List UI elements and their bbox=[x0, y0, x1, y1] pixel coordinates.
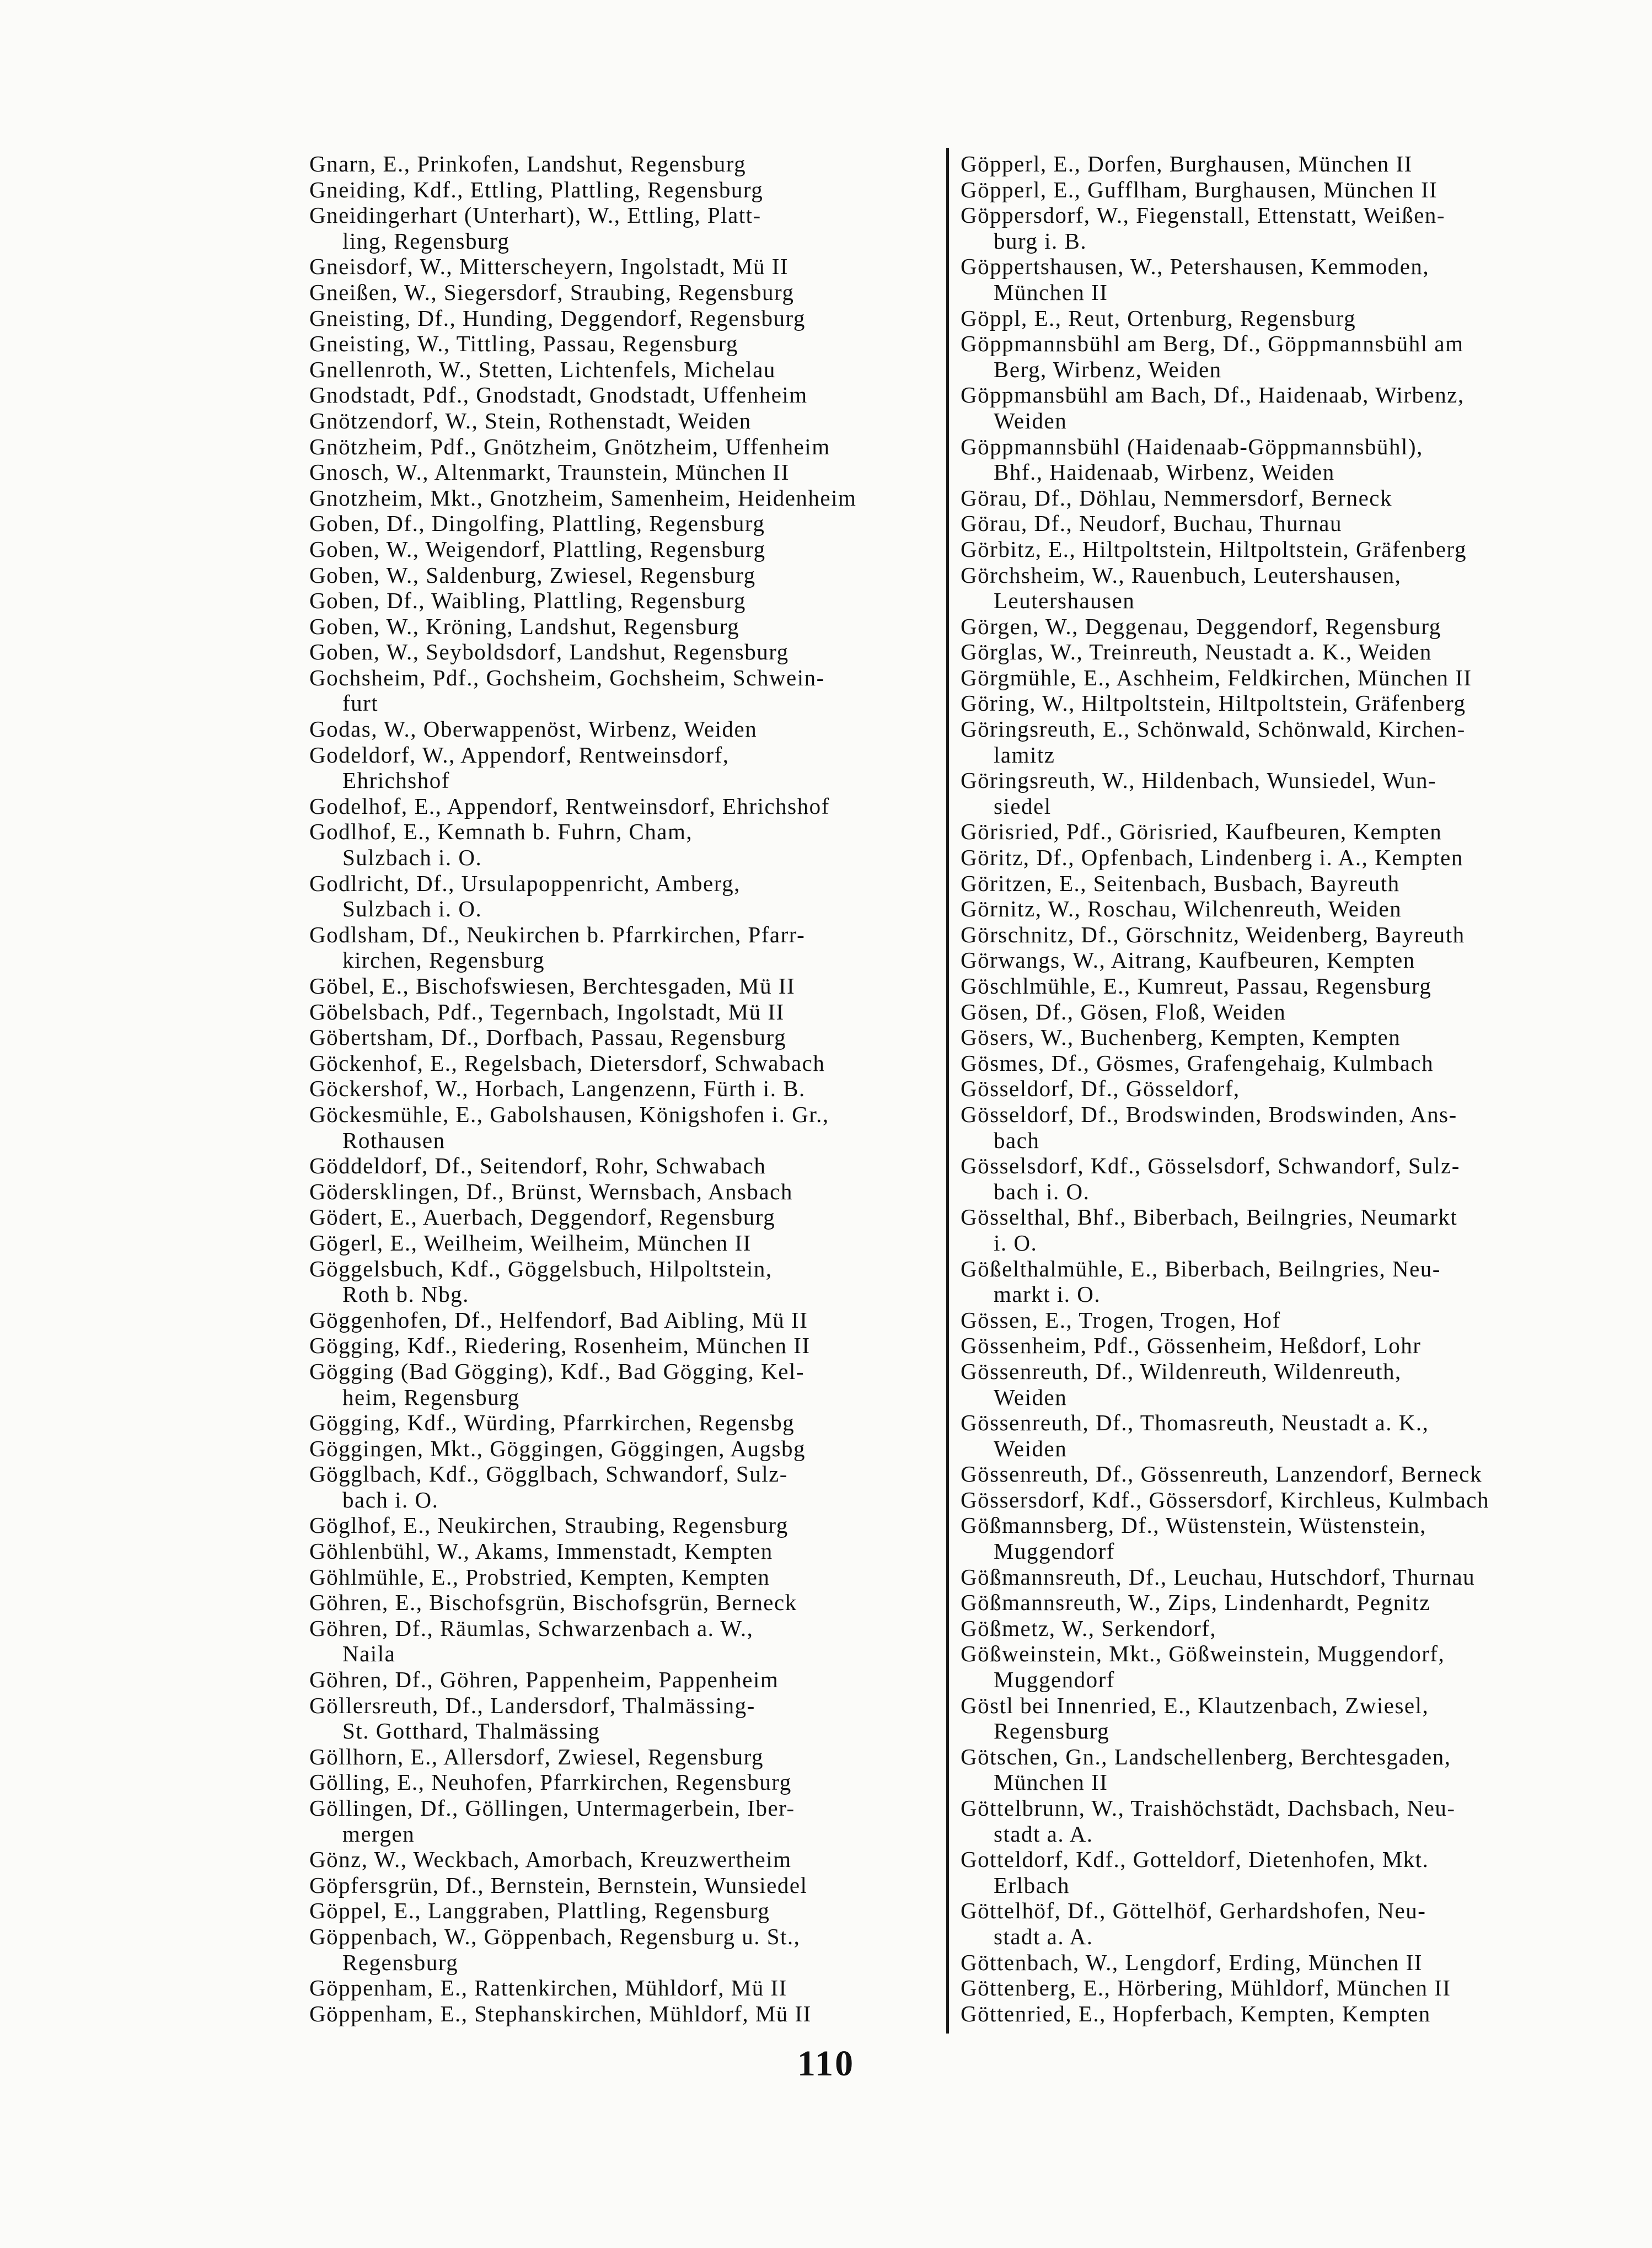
gazetteer-entry-line: Göring, W., Hiltpoltstein, Hiltpoltstein, Gräfenberg bbox=[961, 690, 1466, 716]
gazetteer-entry-line: Gössenreuth, Df., Thomasreuth, Neustadt a. K., bbox=[961, 1410, 1429, 1436]
gazetteer-entry-line: Gösmes, Df., Gösmes, Grafengehaig, Kulmbach bbox=[961, 1050, 1434, 1076]
gazetteer-entry-line: Görschnitz, Df., Görschnitz, Weidenberg, Bayreuth bbox=[961, 921, 1465, 947]
gazetteer-entry-line: Göpperl, E., Gufflham, Burghausen, München II bbox=[961, 176, 1438, 202]
entry-continuation-line: markt i. O. bbox=[994, 1281, 1101, 1307]
gazetteer-entry-line: Godlhof, E., Kemnath b. Fuhrn, Cham, bbox=[309, 819, 693, 845]
gazetteer-entry-line: Gösselthal, Bhf., Biberbach, Beilngries, Neumarkt bbox=[961, 1204, 1458, 1230]
entry-continuation-line: bach i. O. bbox=[342, 1487, 439, 1512]
gazetteer-entry-line: Gössen, E., Trogen, Trogen, Hof bbox=[961, 1307, 1281, 1333]
gazetteer-entry-line: Goben, W., Kröning, Landshut, Regensburg bbox=[309, 613, 740, 639]
gazetteer-entry-line: Görau, Df., Neudorf, Buchau, Thurnau bbox=[961, 511, 1342, 536]
gazetteer-entry-line: Gösselsdorf, Kdf., Gösselsdorf, Schwandorf, Sulz- bbox=[961, 1153, 1460, 1179]
gazetteer-entry-line: Göckesmühle, E., Gabolshausen, Königshofen i. Gr., bbox=[309, 1101, 829, 1127]
gazetteer-entry-line: Gödert, E., Auerbach, Deggendorf, Regensburg bbox=[309, 1204, 776, 1230]
gazetteer-entry-line: Gönz, W., Weckbach, Amorbach, Kreuzwertheim bbox=[309, 1847, 792, 1873]
gazetteer-entry-line: Godas, W., Oberwappenöst, Wirbenz, Weiden bbox=[309, 716, 758, 742]
gazetteer-entry-line: Gösseldorf, Df., Brodswinden, Brodswinden, Ans- bbox=[961, 1101, 1457, 1127]
gazetteer-entry-line: Görgmühle, E., Aschheim, Feldkirchen, München II bbox=[961, 664, 1472, 690]
gazetteer-entry-line: Göggenhofen, Df., Helfendorf, Bad Aibling, Mü II bbox=[309, 1307, 808, 1333]
gazetteer-entry-line: Gössenheim, Pdf., Gössenheim, Heßdorf, Lohr bbox=[961, 1333, 1422, 1359]
entry-continuation-line: Roth b. Nbg. bbox=[342, 1281, 469, 1307]
gazetteer-entry-line: Göpfersgrün, Df., Bernstein, Bernstein, Wunsiedel bbox=[309, 1872, 808, 1898]
entry-continuation-line: Regensburg bbox=[994, 1718, 1110, 1744]
gazetteer-entry-line: Göhren, E., Bischofsgrün, Bischofsgrün, Berneck bbox=[309, 1590, 797, 1616]
right-column bbox=[961, 151, 1589, 2026]
gazetteer-entry-line: Göppersdorf, W., Fiegenstall, Ettenstatt, Weißen- bbox=[961, 202, 1446, 228]
gazetteer-entry-line: Gößmetz, W., Serkendorf, bbox=[961, 1615, 1217, 1641]
gazetteer-entry-line: Göpperl, E., Dorfen, Burghausen, München II bbox=[961, 151, 1413, 176]
gazetteer-entry-line: Göbertsham, Df., Dorfbach, Passau, Regensburg bbox=[309, 1024, 786, 1050]
gazetteer-entry-line: Görgen, W., Deggenau, Deggendorf, Regensburg bbox=[961, 613, 1441, 639]
entry-continuation-line: Weiden bbox=[994, 1384, 1068, 1410]
gazetteer-entry-line: Görwangs, W., Aitrang, Kaufbeuren, Kempten bbox=[961, 947, 1415, 973]
gazetteer-entry-line: Göppenham, E., Rattenkirchen, Mühldorf, Mü II bbox=[309, 1975, 787, 2001]
gazetteer-entry-line: Gössersdorf, Kdf., Gössersdorf, Kirchleus, Kulmbach bbox=[961, 1487, 1489, 1512]
gazetteer-entry-line: Gößmannsreuth, Df., Leuchau, Hutschdorf, Thurnau bbox=[961, 1564, 1476, 1590]
gazetteer-entry-line: Goben, W., Saldenburg, Zwiesel, Regensburg bbox=[309, 562, 756, 588]
gazetteer-entry-line: Gösers, W., Buchenberg, Kempten, Kempten bbox=[961, 1024, 1401, 1050]
gazetteer-entry-line: Göbel, E., Bischofswiesen, Berchtesgaden, Mü II bbox=[309, 973, 796, 999]
gazetteer-entry-line: Gögging, Kdf., Würding, Pfarrkirchen, Regensbg bbox=[309, 1410, 795, 1436]
gazetteer-entry-line: Godlricht, Df., Ursulapoppenricht, Amberg, bbox=[309, 870, 741, 896]
gazetteer-entry-line: Gölling, E., Neuhofen, Pfarrkirchen, Regensburg bbox=[309, 1769, 792, 1795]
gazetteer-entry-line: Göhren, Df., Göhren, Pappenheim, Pappenheim bbox=[309, 1667, 779, 1693]
entry-continuation-line: heim, Regensburg bbox=[342, 1384, 520, 1410]
entry-continuation-line: Muggendorf bbox=[994, 1538, 1115, 1564]
entry-continuation-line: München II bbox=[994, 1769, 1108, 1795]
entry-continuation-line: lamitz bbox=[994, 742, 1055, 768]
gazetteer-entry-line: Gössenreuth, Df., Wildenreuth, Wildenreuth, bbox=[961, 1358, 1402, 1384]
entry-continuation-line: Sulzbach i. O. bbox=[342, 896, 482, 922]
entry-continuation-line: Bhf., Haidenaab, Wirbenz, Weiden bbox=[994, 459, 1335, 485]
gazetteer-entry-line: Goben, W., Seyboldsdorf, Landshut, Regensburg bbox=[309, 639, 789, 665]
gazetteer-entry-line: Göritzen, E., Seitenbach, Busbach, Bayreuth bbox=[961, 870, 1400, 896]
gazetteer-entry-line: Gösseldorf, Df., Gösseldorf, bbox=[961, 1076, 1240, 1102]
gazetteer-entry-line: Gneisdorf, W., Mitterscheyern, Ingolstadt, Mü II bbox=[309, 254, 789, 280]
gazetteer-entry-line: Göllhorn, E., Allersdorf, Zwiesel, Regensburg bbox=[309, 1743, 764, 1769]
gazetteer-entry-line: Göttenbach, W., Lengdorf, Erding, München II bbox=[961, 1949, 1423, 1975]
entry-continuation-line: stadt a. A. bbox=[994, 1923, 1093, 1949]
gazetteer-entry-line: Goben, Df., Dingolfing, Plattling, Regensburg bbox=[309, 511, 765, 536]
gazetteer-entry-line: Gößweinstein, Mkt., Gößweinstein, Muggendorf, bbox=[961, 1641, 1445, 1667]
gazetteer-entry-line: Göritz, Df., Opfenbach, Lindenberg i. A., Kempten bbox=[961, 845, 1463, 871]
gazetteer-entry-line: Göringsreuth, W., Hildenbach, Wunsiedel, Wun- bbox=[961, 768, 1437, 793]
entry-continuation-line: Regensburg bbox=[342, 1949, 459, 1975]
entry-continuation-line: furt bbox=[342, 690, 379, 716]
entry-continuation-line: burg i. B. bbox=[994, 228, 1087, 254]
gazetteer-entry-line: Gössenreuth, Df., Gössenreuth, Lanzendorf, Berneck bbox=[961, 1461, 1482, 1487]
gazetteer-entry-line: Göggingen, Mkt., Göggingen, Göggingen, Augsbg bbox=[309, 1435, 806, 1461]
gazetteer-entry-line: Göppenbach, W., Göppenbach, Regensburg u. St., bbox=[309, 1923, 801, 1949]
gazetteer-entry-line: Görau, Df., Döhlau, Nemmersdorf, Berneck bbox=[961, 485, 1392, 511]
page-number: 110 bbox=[797, 2043, 855, 2084]
gazetteer-entry-line: Gnosch, W., Altenmarkt, Traunstein, München II bbox=[309, 459, 790, 485]
entry-continuation-line: ling, Regensburg bbox=[342, 228, 510, 254]
left-column bbox=[309, 151, 938, 2026]
entry-continuation-line: St. Gotthard, Thalmässing bbox=[342, 1718, 600, 1744]
gazetteer-entry-line: Görbitz, E., Hiltpoltstein, Hiltpoltstein, Gräfenberg bbox=[961, 536, 1467, 562]
gazetteer-entry-line: Görchsheim, W., Rauenbuch, Leutershausen, bbox=[961, 562, 1402, 588]
entry-continuation-line: stadt a. A. bbox=[994, 1821, 1093, 1847]
gazetteer-entry-line: Göringsreuth, E., Schönwald, Schönwald, Kirchen- bbox=[961, 716, 1466, 742]
gazetteer-entry-line: Göckenhof, E., Regelsbach, Dietersdorf, Schwabach bbox=[309, 1050, 825, 1076]
entry-continuation-line: kirchen, Regensburg bbox=[342, 947, 545, 973]
entry-continuation-line: Weiden bbox=[994, 1435, 1068, 1461]
entry-continuation-line: Rothausen bbox=[342, 1127, 446, 1153]
entry-continuation-line: i. O. bbox=[994, 1230, 1038, 1256]
gazetteer-entry-line: Görglas, W., Treinreuth, Neustadt a. K., Weiden bbox=[961, 639, 1432, 665]
entry-continuation-line: Weiden bbox=[994, 407, 1068, 433]
entry-continuation-line: Muggendorf bbox=[994, 1667, 1115, 1693]
gazetteer-entry-line: Gößmannsberg, Df., Wüstenstein, Wüstenstein, bbox=[961, 1512, 1426, 1538]
gazetteer-entry-line: Göglhof, E., Neukirchen, Straubing, Regensburg bbox=[309, 1512, 789, 1538]
gazetteer-entry-line: Göttenberg, E., Hörbering, Mühldorf, München II bbox=[961, 1975, 1451, 2001]
gazetteer-entry-line: Gotteldorf, Kdf., Gotteldorf, Dietenhofen, Mkt. bbox=[961, 1847, 1429, 1873]
gazetteer-entry-line: Gößelthalmühle, E., Biberbach, Beilngries, Neu- bbox=[961, 1256, 1441, 1281]
entry-continuation-line: mergen bbox=[342, 1821, 415, 1847]
entry-continuation-line: Ehrichshof bbox=[342, 768, 450, 793]
column-divider bbox=[946, 148, 949, 2034]
entry-continuation-line: siedel bbox=[994, 793, 1052, 819]
entry-continuation-line: Naila bbox=[342, 1641, 396, 1667]
entry-continuation-line: München II bbox=[994, 279, 1108, 305]
gazetteer-entry-line: Görisried, Pdf., Görisried, Kaufbeuren, Kempten bbox=[961, 819, 1442, 845]
gazetteer-entry-line: Gnellenroth, W., Stetten, Lichtenfels, Michelau bbox=[309, 356, 776, 382]
entry-continuation-line: Berg, Wirbenz, Weiden bbox=[994, 356, 1222, 382]
gazetteer-entry-line: Göttenried, E., Hopferbach, Kempten, Kempten bbox=[961, 2000, 1431, 2026]
entry-continuation-line: Leutershausen bbox=[994, 588, 1135, 614]
gazetteer-entry-line: Göbelsbach, Pdf., Tegernbach, Ingolstadt, Mü II bbox=[309, 999, 785, 1024]
gazetteer-entry-line: Göppl, E., Reut, Ortenburg, Regensburg bbox=[961, 305, 1356, 331]
gazetteer-entry-line: Göllingen, Df., Göllingen, Untermagerbein, Iber- bbox=[309, 1795, 795, 1821]
gazetteer-entry-line: Göppmannsbühl (Haidenaab-Göppmannsbühl), bbox=[961, 433, 1423, 459]
gazetteer-entry-line: Göhlenbühl, W., Akams, Immenstadt, Kempten bbox=[309, 1538, 773, 1564]
gazetteer-entry-line: Godelhof, E., Appendorf, Rentweinsdorf, Ehrichshof bbox=[309, 793, 830, 819]
gazetteer-entry-line: Gögerl, E., Weilheim, Weilheim, München II bbox=[309, 1230, 752, 1256]
gazetteer-entry-line: Gneisting, Df., Hunding, Deggendorf, Regensburg bbox=[309, 305, 806, 331]
gazetteer-entry-line: Götschen, Gn., Landschellenberg, Berchtesgaden, bbox=[961, 1743, 1451, 1769]
gazetteer-entry-line: Gneiding, Kdf., Ettling, Plattling, Regensburg bbox=[309, 176, 764, 202]
gazetteer-entry-line: Gögglbach, Kdf., Gögglbach, Schwandorf, Sulz- bbox=[309, 1461, 788, 1487]
gazetteer-entry-line: Göttelhöf, Df., Göttelhöf, Gerhardshofen, Neu- bbox=[961, 1898, 1426, 1924]
gazetteer-entry-line: Gnodstadt, Pdf., Gnodstadt, Gnodstadt, Uffenheim bbox=[309, 382, 808, 408]
gazetteer-entry-line: Göppenham, E., Stephanskirchen, Mühldorf, Mü II bbox=[309, 2000, 812, 2026]
gazetteer-entry-line: Göstl bei Innenried, E., Klautzenbach, Zwiesel, bbox=[961, 1692, 1429, 1718]
gazetteer-entry-line: Gneißen, W., Siegersdorf, Straubing, Regensburg bbox=[309, 279, 795, 305]
entry-continuation-line: bach bbox=[994, 1127, 1040, 1153]
gazetteer-entry-line: Göppel, E., Langgraben, Plattling, Regensburg bbox=[309, 1898, 770, 1924]
gazetteer-entry-line: Godlsham, Df., Neukirchen b. Pfarrkirchen, Pfarr- bbox=[309, 921, 806, 947]
entry-continuation-line: Erlbach bbox=[994, 1872, 1070, 1898]
gazetteer-entry-line: Godeldorf, W., Appendorf, Rentweinsdorf, bbox=[309, 742, 730, 768]
gazetteer-entry-line: Göllersreuth, Df., Landersdorf, Thalmässing- bbox=[309, 1692, 755, 1718]
gazetteer-entry-line: Gnarn, E., Prinkofen, Landshut, Regensburg bbox=[309, 151, 747, 176]
gazetteer-entry-line: Görnitz, W., Roschau, Wilchenreuth, Weiden bbox=[961, 896, 1402, 922]
gazetteer-entry-line: Gnötzendorf, W., Stein, Rothenstadt, Weiden bbox=[309, 407, 752, 433]
gazetteer-entry-line: Göttelbrunn, W., Traishöchstädt, Dachsbach, Neu- bbox=[961, 1795, 1456, 1821]
gazetteer-entry-line: Gneidingerhart (Unterhart), W., Ettling, Platt- bbox=[309, 202, 761, 228]
gazetteer-entry-line: Göhren, Df., Räumlas, Schwarzenbach a. W., bbox=[309, 1615, 754, 1641]
gazetteer-entry-line: Goben, W., Weigendorf, Plattling, Regensburg bbox=[309, 536, 766, 562]
entry-continuation-line: bach i. O. bbox=[994, 1178, 1090, 1204]
gazetteer-entry-line: Göckershof, W., Horbach, Langenzenn, Fürth i. B. bbox=[309, 1076, 806, 1102]
gazetteer-entry-line: Göggelsbuch, Kdf., Göggelsbuch, Hilpoltstein, bbox=[309, 1256, 773, 1281]
gazetteer-entry-line: Gösen, Df., Gösen, Floß, Weiden bbox=[961, 999, 1286, 1024]
gazetteer-entry-line: Göppmannsbühl am Berg, Df., Göppmannsbühl am bbox=[961, 331, 1464, 357]
gazetteer-entry-line: Gnotzheim, Mkt., Gnotzheim, Samenheim, Heidenheim bbox=[309, 485, 857, 511]
gazetteer-entry-line: Gögging (Bad Gögging), Kdf., Bad Gögging, Kel- bbox=[309, 1358, 805, 1384]
gazetteer-entry-line: Gößmannsreuth, W., Zips, Lindenhardt, Pegnitz bbox=[961, 1590, 1431, 1616]
gazetteer-entry-line: Gneisting, W., Tittling, Passau, Regensburg bbox=[309, 331, 738, 357]
gazetteer-entry-line: Göppertshausen, W., Petershausen, Kemmoden, bbox=[961, 254, 1430, 280]
gazetteer-entry-line: Gochsheim, Pdf., Gochsheim, Gochsheim, Schwein- bbox=[309, 664, 825, 690]
gazetteer-entry-line: Göddeldorf, Df., Seitendorf, Rohr, Schwabach bbox=[309, 1153, 766, 1179]
gazetteer-entry-line: Göppmansbühl am Bach, Df., Haidenaab, Wirbenz, bbox=[961, 382, 1465, 408]
gazetteer-entry-line: Gödersklingen, Df., Brünst, Wernsbach, Ansbach bbox=[309, 1178, 793, 1204]
gazetteer-entry-line: Goben, Df., Waibling, Plattling, Regensburg bbox=[309, 588, 746, 614]
entry-continuation-line: Sulzbach i. O. bbox=[342, 845, 482, 871]
gazetteer-entry-line: Gnötzheim, Pdf., Gnötzheim, Gnötzheim, Uffenheim bbox=[309, 433, 830, 459]
gazetteer-entry-line: Göhlmühle, E., Probstried, Kempten, Kempten bbox=[309, 1564, 770, 1590]
gazetteer-entry-line: Göschlmühle, E., Kumreut, Passau, Regensburg bbox=[961, 973, 1432, 999]
gazetteer-entry-line: Gögging, Kdf., Riedering, Rosenheim, München II bbox=[309, 1333, 811, 1359]
